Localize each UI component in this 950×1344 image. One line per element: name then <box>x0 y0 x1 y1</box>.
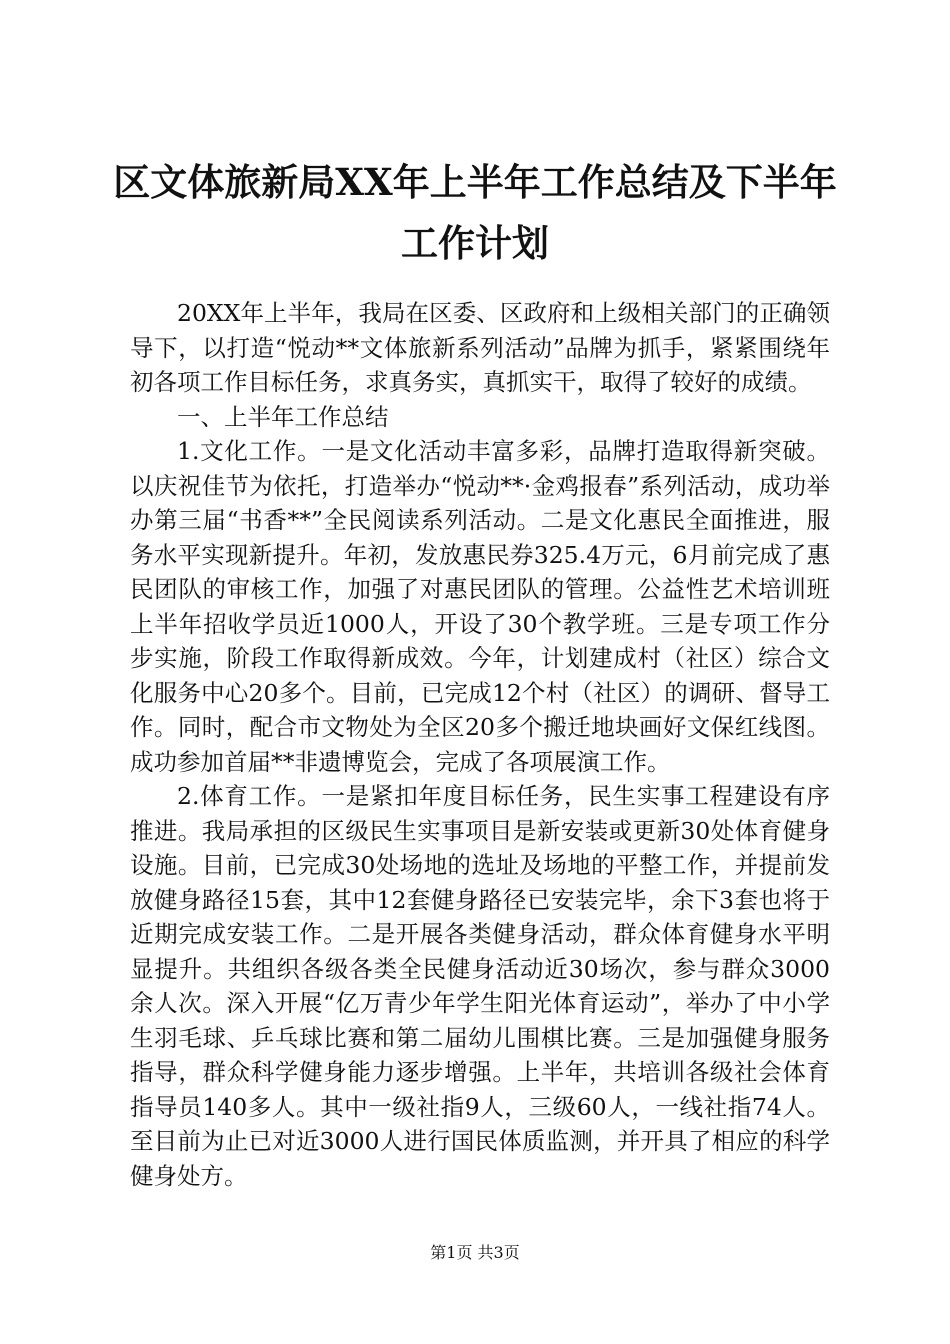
sports-work-paragraph: 2.体育工作。一是紧扣年度目标任务，民生实事工程建设有序推进。我局承担的区级民生实事项目是新安装或更新30处体育健身设施。目前，已完成30处场地的选址及场地的平整工作，并提前发放健身路径15套，其中12套健身路径已安装完毕，余下3套也将于近期完成安装工作。二是开展各类健身活动，群众体育健身水平明显提升。共组织各级各类全民健身活动近30场次，参与群众3000余人次。深入开展“亿万青少年学生阳光体育运动”，举办了中小学生羽毛球、乒乓球比赛和第二届幼儿围棋比赛。三是加强健身服务指导，群众科学健身能力逐步增强。上半年，共培训各级社会体育指导员140多人。其中一级社指9人，三级60人，一线社指74人。至目前为止已对近3000人进行国民体质监测，并开具了相应的科学健身处方。 <box>130 782 830 1190</box>
section-heading: 一、上半年工作总结 <box>177 402 389 431</box>
page-footer: 第1页 共3页 <box>430 1243 520 1262</box>
document-title-line-1: 区文体旅新局XX年上半年工作总结及下半年 <box>113 160 837 204</box>
document-body <box>130 296 830 1193</box>
document-title-line-2: 工作计划 <box>401 221 549 265</box>
intro-paragraph: 20XX年上半年，我局在区委、区政府和上级相关部门的正确领导下，以打造“悦动**文体旅新系列活动”品牌为抓手，紧紧围绕年初各项工作目标任务，求真务实，真抓实干，取得了较好的成绩。 <box>130 299 830 396</box>
culture-work-paragraph: 1.文化工作。一是文化活动丰富多彩，品牌打造取得新突破。以庆祝佳节为依托，打造举办“悦动**·金鸡报春”系列活动，成功举办第三届“书香**”全民阅读系列活动。二是文化惠民全面推进，服务水平实现新提升。年初，发放惠民券325.4万元，6月前完成了惠民团队的审核工作，加强了对惠民团队的管理。公益性艺术培训班上半年招收学员近1000人，开设了30个教学班。三是专项工作分步实施，阶段工作取得新成效。今年，计划建成村（社区）综合文化服务中心20多个。目前，已完成12个村（社区）的调研、督导工作。同时，配合市文物处为全区20多个搬迁地块画好文保红线图。成功参加首届**非遗博览会，完成了各项展演工作。 <box>130 437 830 776</box>
